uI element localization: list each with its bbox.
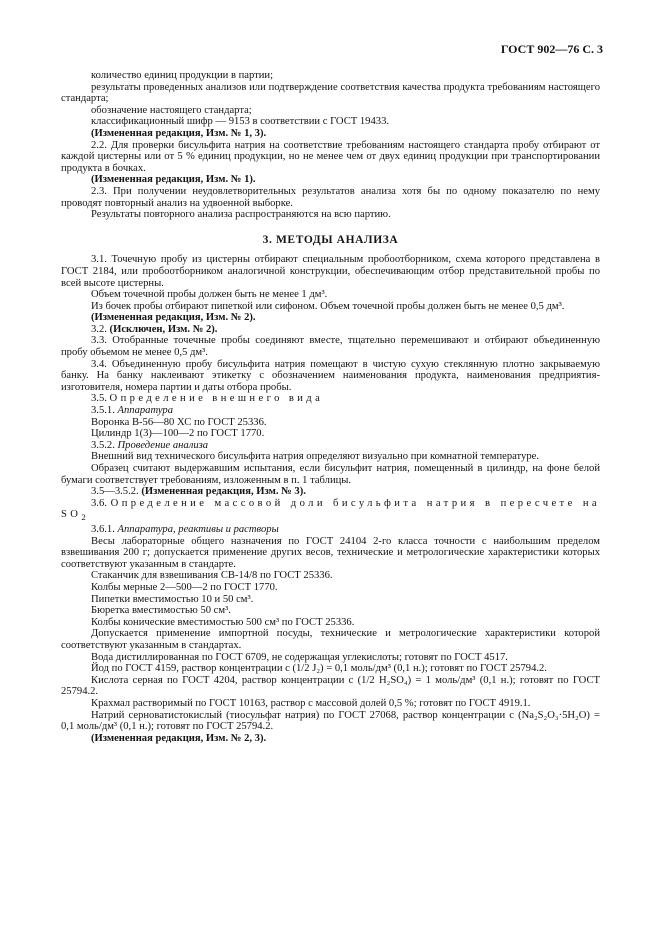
- page-header: ГОСТ 902—76 С. 3: [500, 42, 603, 56]
- paragraph: Колбы мерные 2—500—2 по ГОСТ 1770.: [91, 582, 278, 594]
- paragraph: [61, 498, 600, 524]
- paragraph: 3.4. Объединенную пробу бисульфита натрия помещают в чистую сухую стеклянную плотно закрываемую банку. На банку наклеивают этикетку с обозначением наименования продукта, наименования предприятия-изготовителя, номера партии и даты отбора пробы.: [61, 358, 600, 393]
- paragraph: [61, 324, 600, 336]
- paragraph: 2.2. Для проверки бисульфита натрия на соответствие требованиям настоящего стандарта пробу отбирают от каждой цистерны или от 5 % единиц продукции, но не менее чем от двух единиц продукции при транспортировании продукта в бочках.: [61, 139, 600, 174]
- clause-number: 3.6.1.: [91, 524, 115, 536]
- paragraph: Результаты повторного анализа распространяются на всю партию.: [91, 209, 391, 221]
- section-title: 3. МЕТОДЫ АНАЛИЗА: [262, 233, 399, 246]
- paragraph: Из бочек пробы отбирают пипеткой или сифоном. Объем точечной пробы должен быть не менее 0,5 дм³.: [91, 300, 565, 312]
- paragraph: [61, 393, 600, 405]
- paragraph: [61, 405, 600, 417]
- amendment-note: (Исключен, Изм. № 2).: [109, 323, 218, 335]
- paragraph: Йод по ГОСТ 4159, раствор концентрации c (1/2 J₂) = 0,1 моль/дм³ (0,1 н.); готовят по ГОСТ 25794.2.: [91, 663, 547, 675]
- subsection-title: Проведение анализа: [117, 439, 209, 451]
- paragraph: Крахмал растворимый по ГОСТ 10163, раствор с массовой долей 0,5 %; готовят по ГОСТ 4919.1.: [91, 697, 531, 709]
- paragraph: Внешний вид технического бисульфита натрия определяют визуально при комнатной температуре.: [91, 451, 539, 463]
- subsection-title: Аппаратура: [117, 405, 173, 417]
- paragraph: Бюретка вместимостью 50 см³.: [91, 605, 231, 617]
- amendment-note: (Измененная редакция, Изм. № 2).: [91, 312, 256, 324]
- paragraph: Кислота серная по ГОСТ 4204, раствор концентрации c (1/2 H₂SO₄) = 1 моль/дм³ (0,1 н.); готовят по ГОСТ 25794.2.: [61, 674, 600, 698]
- page-content: [61, 70, 600, 744]
- paragraph: Вода дистиллированная по ГОСТ 6709, не содержащая углекислоты; готовят по ГОСТ 4517.: [91, 651, 508, 663]
- clause-number: 3.2.: [91, 323, 107, 335]
- amendment-note: (Измененная редакция, Изм. № 3).: [141, 486, 306, 498]
- paragraph: 2.3. При получении неудовлетворительных результатов анализа хотя бы по одному показателю по нему проводят повторный анализ на удвоенной выборке.: [61, 185, 600, 209]
- paragraph: обозначение настоящего стандарта;: [91, 104, 252, 116]
- amendment-note: (Измененная редакция, Изм. № 1, 3).: [91, 127, 267, 139]
- paragraph: Образец считают выдержавшим испытания, если бисульфит натрия, помещенный в цилиндр, на фоне белой бумаги соответствует требованиям, изложенным в п. 1 таблицы.: [61, 463, 600, 486]
- paragraph: Весы лабораторные общего назначения по ГОСТ 24104 2-го класса точности с наибольшим пределом взвешивания 200 г; допускается применение других весов, технические и метрологические характеристики которых соответствуют указанным в стандарте.: [61, 535, 600, 570]
- paragraph: Цилиндр 1(3)—100—2 по ГОСТ 1770.: [91, 428, 265, 440]
- paragraph: результаты проведенных анализов или подтверждение соответствия качества продукта требованиям настоящего стандарта;: [61, 81, 600, 105]
- paragraph: классификационный шифр — 9153 в соответствии с ГОСТ 19433.: [91, 116, 390, 128]
- subsection-title: Определение внешнего вида: [109, 393, 324, 405]
- paragraph: Допускается применение импортной посуды, технические и метрологические характеристики которой соответствуют указанным в стандартах.: [61, 628, 600, 652]
- paragraph: Натрий серноватистокислый (тиосульфат натрия) по ГОСТ 27068, раствор концентрации c (Na₂S₂O₃·5H₂O) = 0,1 моль/дм³ (0,1 н.); готовят по ГОСТ 25794.2.: [61, 709, 600, 733]
- paragraph: 3.1. Точечную пробу из цистерны отбирают специальным пробоотборником, схема которого представлена в ГОСТ 2184, или пробоотборником аналогичной конструкции, обеспечивающим отбор представительной пробы по всей высоте цистерны.: [61, 254, 600, 289]
- paragraph: 3.3. Отобранные точечные пробы соединяют вместе, тщательно перемешивают и отбирают объединенную пробу объемом не менее 0,5 дм³.: [61, 335, 600, 359]
- clause-number: 3.5.: [91, 393, 107, 405]
- amendment-note: (Измененная редакция, Изм. № 2, 3).: [91, 732, 267, 744]
- clause-number: 3.5—3.5.2.: [91, 486, 139, 498]
- paragraph: [61, 524, 600, 536]
- paragraph: Воронка В-56—80 ХС по ГОСТ 25336.: [91, 416, 267, 428]
- paragraph: [61, 440, 600, 452]
- paragraph: Объем точечной пробы должен быть не менее 1 дм³.: [91, 289, 328, 301]
- subscript: 2: [81, 512, 86, 523]
- clause-number: 3.5.1.: [91, 405, 115, 417]
- clause-number: 3.5.2.: [91, 439, 115, 451]
- paragraph: Колбы конические вместимостью 500 см³ по ГОСТ 25336.: [91, 616, 355, 628]
- amendment-note: (Измененная редакция, Изм. № 1).: [91, 174, 256, 186]
- clause-number: 3.6.: [91, 497, 107, 509]
- subsection-title: Определение массовой доли бисульфита натрия в пересчете на SO: [61, 497, 600, 521]
- paragraph: Пипетки вместимостью 10 и 50 см³.: [91, 593, 254, 605]
- paragraph: количество единиц продукции в партии;: [91, 70, 274, 81]
- subsection-title: Аппаратура, реактивы и растворы: [117, 524, 279, 536]
- paragraph: [61, 486, 600, 498]
- paragraph: Стаканчик для взвешивания СВ-14/8 по ГОСТ 25336.: [91, 570, 333, 582]
